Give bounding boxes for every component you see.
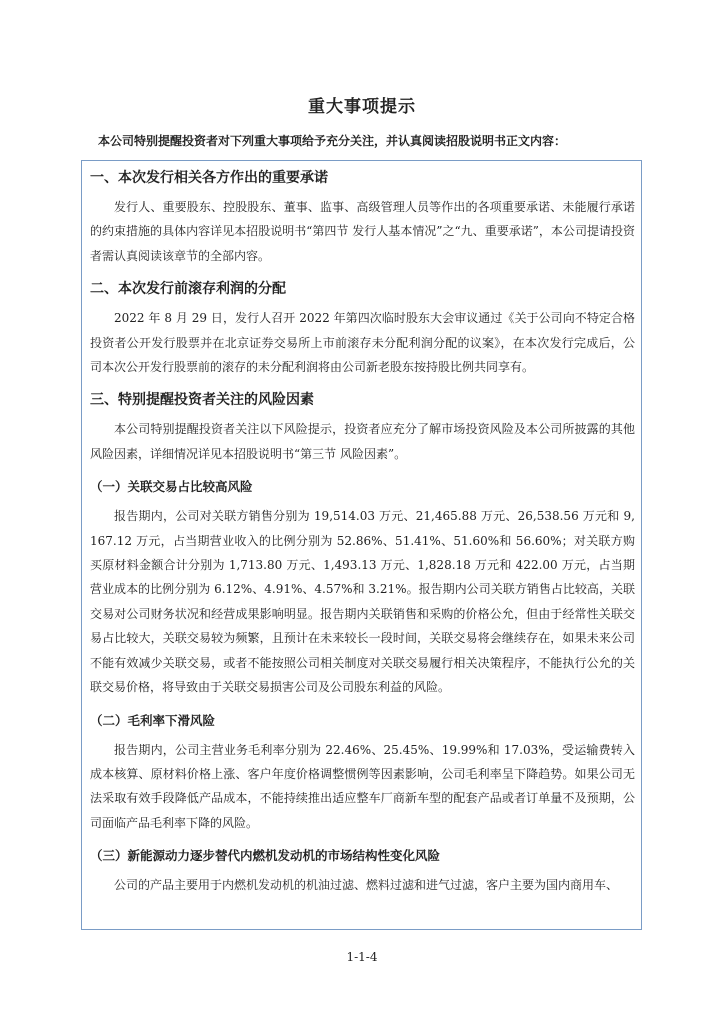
- section-heading-profit-distribution: 二、本次发行前滚存利润的分配: [90, 281, 286, 298]
- subsection-heading-gross-margin-risk: （二）毛利率下滑风险: [90, 712, 216, 728]
- content-body: [90, 167, 635, 898]
- subsection-paragraph-new-energy-risk: 公司的产品主要用于内燃机发动机的机油过滤、燃料过滤和进气过滤，客户主要为国内商用车、: [114, 878, 619, 893]
- subsection-paragraph-related-party-risk: 报告期内，公司对关联方销售分别为 19,514.03 万元、21,465.88 万元、26,538.56 万元和 9,167.12 万元，占当期营业收入的比例分别为 52.86%、51.41%、51.60%和 56.60%；对关联方购买原材料金额合计分别为 1,713.80 万元、1,493.13 万元、1,828.18 万元和 422.00 万元，占当期营业成本的比例分别为 6.12%、4.91%、4.57%和 3.21%。报告期内公司关联方销售占比较高，关联交易对公司财务状况和经营成果影响明显。报告期内关联销售和采购的价格公允，但由于经常性关联交易占比较大，关联交易较为频繁，且预计在未来较长一段时间，关联交易将会继续存在，如果未来公司不能有效减少关联交易，或者不能按照公司相关制度对关联交易履行相关决策程序，不能执行公允的关联交易价格，将导致由于关联交易损害公司及公司股东利益的风险。: [90, 509, 635, 695]
- subsection-heading-related-party-risk: （一）关联交易占比较高风险: [90, 479, 253, 495]
- content-frame: [81, 160, 642, 930]
- section-heading-commitments: 一、本次发行相关各方作出的重要承诺: [90, 170, 328, 186]
- section-paragraph-commitments: 发行人、重要股东、控股股东、董事、监事、高级管理人员等作出的各项重要承诺、未能履行承诺的约束措施的具体内容详见本招股说明书“第四节 发行人基本情况”之“九、重要承诺”，本公司提请投资者需认真阅读该章节的全部内容。: [90, 200, 635, 263]
- section-paragraph-risk-factors: 本公司特别提醒投资者关注以下风险提示，投资者应充分了解市场投资风险及本公司所披露的其他风险因素，详细情况详见本招股说明书“第三节 风险因素”。: [90, 422, 635, 461]
- intro-statement: 本公司特别提醒投资者对下列重大事项给予充分关注，并认真阅读招股说明书正文内容：: [98, 134, 567, 148]
- section-paragraph-profit-distribution: 2022 年 8 月 29 日，发行人召开 2022 年第四次临时股东大会审议通过《关于公司向不特定合格投资者公开发行股票并在北京证券交易所上市前滚存未分配利润分配的议案》，在本次发行完成后，公司本次公开发行股票前的滚存的未分配利润将由公司新老股东按持股比例共同享有。: [90, 311, 635, 375]
- page-number: 1-1-4: [346, 950, 378, 964]
- subsection-heading-new-energy-risk: （三）新能源动力逐步替代内燃机发动机的市场结构性变化风险: [90, 848, 441, 864]
- page-title: 重大事项提示: [308, 97, 416, 117]
- subsection-paragraph-gross-margin-risk: 报告期内，公司主营业务毛利率分别为 22.46%、25.45%、19.99%和 17.03%，受运输费转入成本核算、原材料价格上涨、客户年度价格调整惯例等因素影响，公司毛利率呈下降趋势。如果公司无法采取有效手段降低产品成本，不能持续推出适应整车厂商新车型的配套产品或者订单量不及预期，公司面临产品毛利率下降的风险。: [90, 742, 635, 830]
- section-heading-risk-factors: 三、特别提醒投资者关注的风险因素: [90, 392, 314, 409]
